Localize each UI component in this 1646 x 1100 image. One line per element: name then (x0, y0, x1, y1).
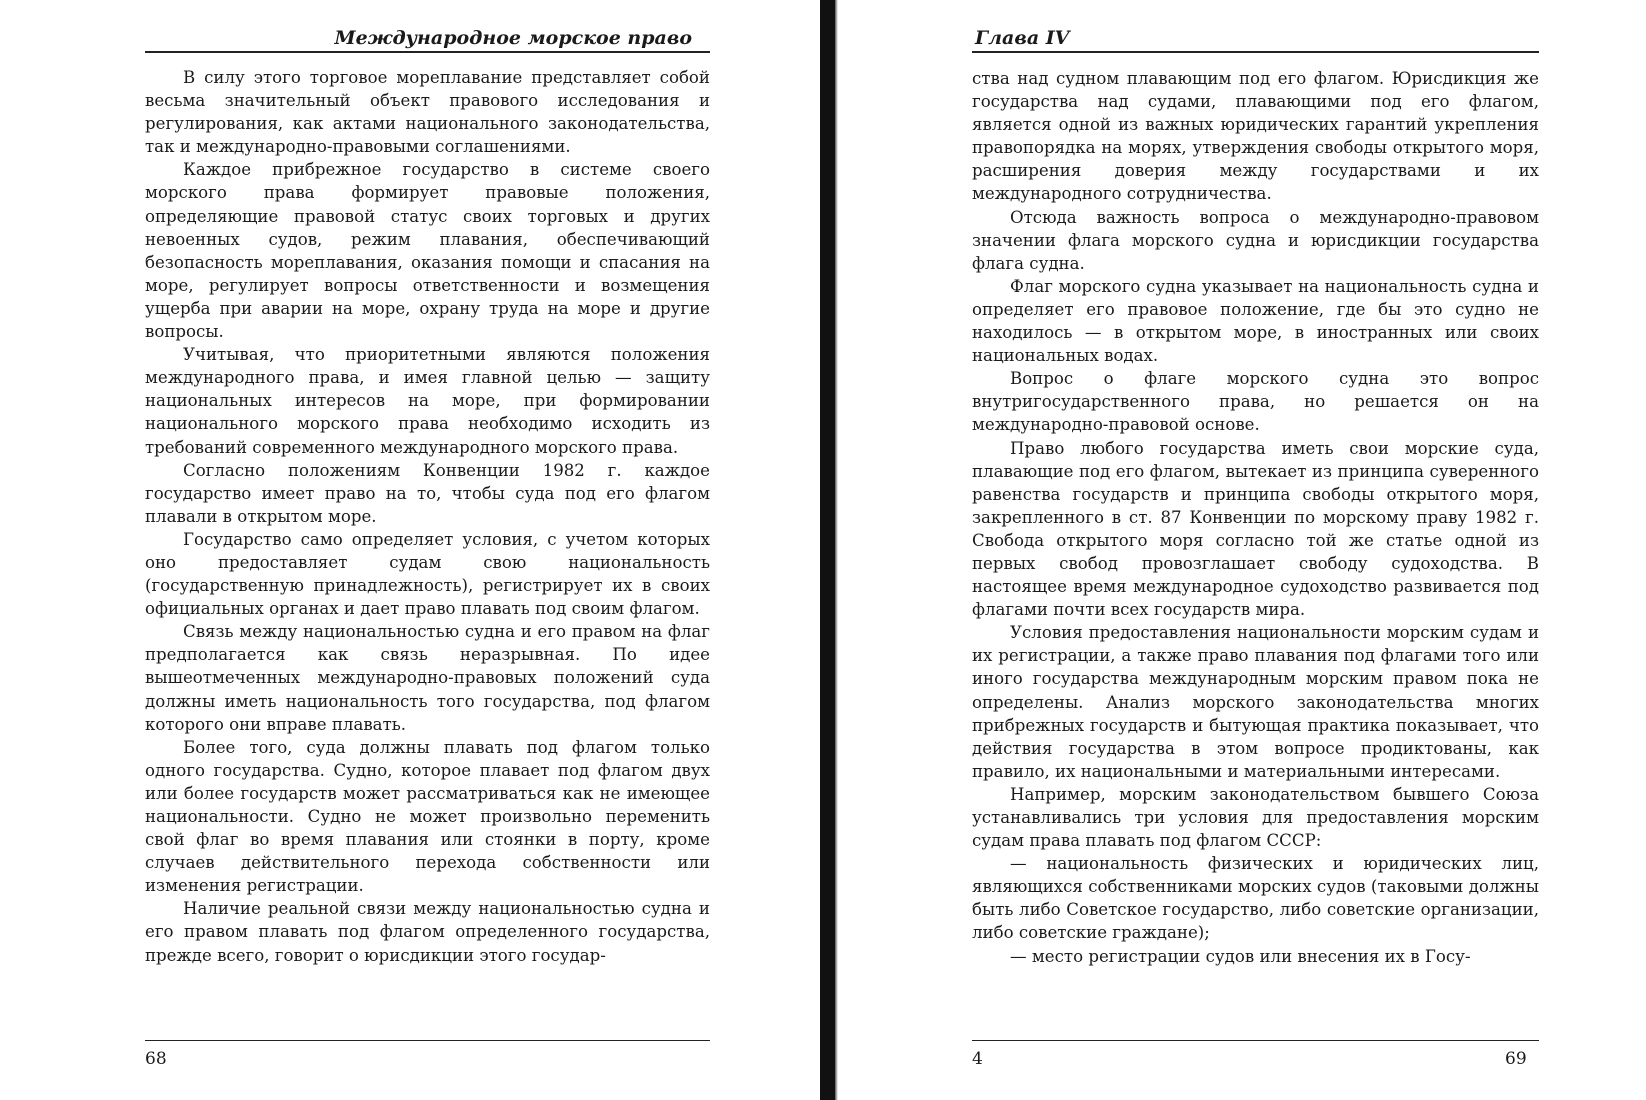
paragraph: Условия предоставления национальности морским судам и их регистрации, а также право плавания под флагами того или иного государства международным морским правом пока не определены. Анализ морского законодательства многих прибрежных государств и бытующая практика показывает, что действия государства в этом вопросе продиктованы, как правило, их национальными и материальными интересами. (972, 623, 1539, 781)
page-number-left: 68 (145, 1049, 167, 1069)
paragraph: Связь между национальностью судна и его правом на флаг предполагается как связь неразрывная. По идее вышеотмеченных международно-правовых положений суда должны иметь национальность того государства, под флагом которого они вправе плавать. (145, 622, 710, 734)
paragraph: В силу этого торговое мореплавание представляет собой весьма значительный объект правового исследования и регулирования, как актами национального законодательства, так и международно-правовыми соглашениями. (145, 68, 710, 157)
paragraph: Например, морским законодательством бывшего Союза устанавливались три условия для предоставления морским судам права плавать под флагом СССР: (972, 784, 1539, 851)
paragraph: Вопрос о флаге морского судна это вопрос внутригосударственного права, но решается он на международно-правовой основе. (972, 369, 1539, 435)
paragraph-continuation: ства над судном плавающим под его флагом. Юрисдикция же государства над судами, плавающими под его флагом, является одной из важных юридических гарантий укрепления правопорядка на морях, утверждения свободы открытого моря, расширения доверия между государствами и их международного сотрудничества. (972, 69, 1539, 204)
paragraph: Право любого государства иметь свои морские суда, плавающие под его флагом, вытекает из принципа суверенного равенства государств и принципа свободы открытого моря, закрепленного в ст. 87 Конвенции по морскому праву 1982 г. Свобода открытого моря согласно той же статье одной из первых свобод провозглашает свободу судоходства. В настоящее время международное судоходство развивается под флагами почти всех государств мира. (972, 438, 1539, 620)
paragraph: Флаг морского судна указывает на национальность судна и определяет его правовое положение, где бы это судно не находилось — в открытом море, в иностранных или своих национальных водах. (972, 276, 1539, 366)
running-header-right: Глава IV (975, 27, 1070, 49)
paragraph: Учитывая, что приоритетными являются положения международного права, и имея главной целью — защиту национальных интересов на море, при формировании национального морского права необходимо исходить из требований современного международного морского права. (145, 345, 710, 457)
paragraph: Отсюда важность вопроса о международно-правовом значении флага морского судна и юрисдикции государства флага судна. (972, 207, 1539, 273)
paragraph: Каждое прибрежное государство в системе своего морского права формирует правовые положения, определяющие правовой статус своих торговых и других невоенных судов, режим плавания, обеспечивающий безопасность мореплавания, оказания помощи и спасания на море, регулирует вопросы ответственности и возмещения ущерба при аварии на море, охрану труда на море и другие вопросы. (145, 160, 710, 342)
right-page (835, 0, 1646, 1100)
chapter-number: 4 (972, 1049, 983, 1069)
running-header-left: Международное морское право (334, 27, 692, 49)
right-page-body (972, 67, 1539, 968)
paragraph: Согласно положениям Конвенции 1982 г. каждое государство имеет право на то, чтобы суда под его флагом плавали в открытом море. (145, 460, 710, 526)
header-rule-left (145, 51, 710, 53)
left-page (0, 0, 820, 1100)
paragraph: Наличие реальной связи между национальностью судна и его правом плавать под флагом определенного государства, прежде всего, говорит о юрисдикции этого государ- (145, 899, 710, 965)
footer-rule-left (145, 1040, 710, 1041)
list-item: — место регистрации судов или внесения их в Госу- (1010, 946, 1471, 966)
left-page-body (145, 66, 710, 967)
page-number-right: 69 (1505, 1049, 1527, 1069)
list-item: — национальность физических и юридических лиц, являющихся собственниками морских судов (таковыми должны быть либо Советское государство, либо советские организации, либо советские граждане); (972, 854, 1539, 943)
paragraph: Государство само определяет условия, с учетом которых оно предоставляет судам свою национальность (государственную принадлежность), регистрирует их в своих официальных органах и дает право плавать под своим флагом. (145, 529, 710, 619)
header-rule-right (972, 51, 1539, 53)
book-gutter (820, 0, 835, 1100)
paragraph: Более того, суда должны плавать под флагом только одного государства. Судно, которое плавает под флагом двух или более государств может рассматриваться как не имеющее национальности. Судно не может произвольно переменить свой флаг во время плавания или стоянки в порту, кроме случаев действительного перехода собственности или изменения регистрации. (145, 737, 710, 896)
footer-rule-right (972, 1040, 1539, 1041)
